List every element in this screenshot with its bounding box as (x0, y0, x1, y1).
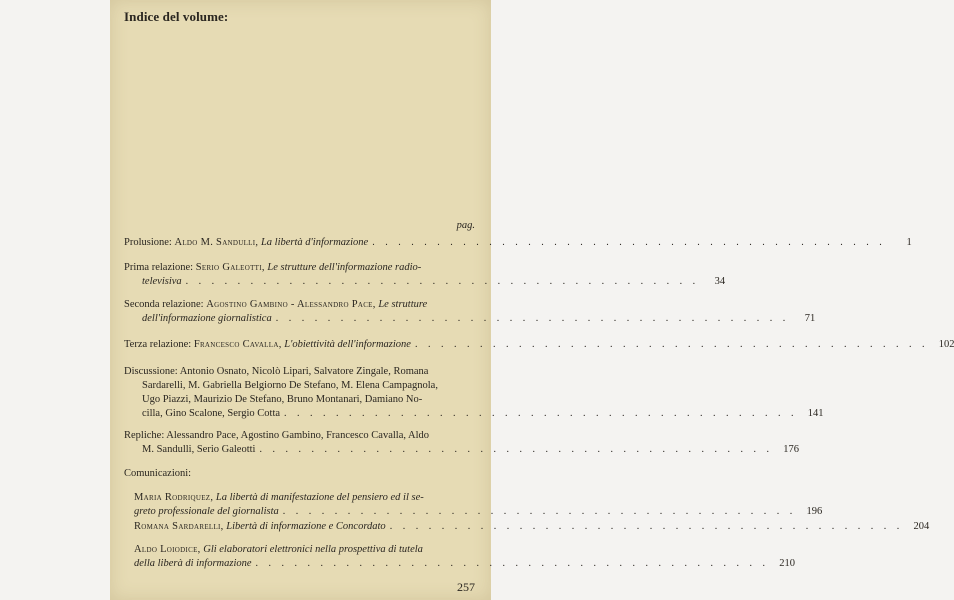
entry-page-number: 141 (807, 408, 824, 419)
entry-author: Aldo Loiodice, (134, 544, 201, 555)
entry-author: Agostino Gambino - Alessandro Pace, (206, 299, 376, 310)
entry-page-number: 204 (913, 521, 930, 532)
entry-text-line: Repliche: Alessandro Pace, Agostino Gambino, Francesco Cavalla, Aldo (124, 430, 430, 441)
page-folio-number: 257 (457, 580, 475, 594)
entry-page-number: 71 (804, 313, 816, 324)
leader-dots: . . . . . . . . . . . . . . . . . . . . . . . . . . . . . . . . . . . . . . . . (389, 521, 904, 532)
leader-dots: . . . . . . . . . . . . . . . . . . . . . . . . . . . . . . . . . . . . . . . . (414, 339, 929, 350)
toc-entry-prolusione[interactable] (124, 236, 912, 250)
entry-author: Serio Galeotti, (195, 262, 265, 273)
entry-text-line: cilla, Gino Scalone, Sergio Cotta (142, 408, 281, 419)
leader-dots: . . . . . . . . . . . . . . . . . . . . . . . . . . . . . . . . . . . . . . . . (372, 237, 886, 248)
page-column-label: pag. (456, 220, 475, 231)
entry-title: La libertà di manifestazione del pensiero ed il se- (215, 492, 424, 503)
leader-dots: . . . . . . . . . . . . . . . . . . . . . . . . . . . . . . . . . . . . . . . . (284, 408, 798, 419)
entry-title-cont: televisiva (142, 276, 182, 287)
entry-title: L'obiettività dell'informazione (284, 339, 411, 350)
leader-dots: . . . . . . . . . . . . . . . . . . . . . . . . . . . . . . . . . . . . . . . . (282, 506, 797, 517)
toc-entry-discussione[interactable] (124, 365, 824, 421)
toc-entry-terza-relazione[interactable] (124, 338, 954, 352)
toc-section-comunicazioni (124, 467, 475, 481)
entry-author: Romana Sardarelli, (134, 521, 224, 532)
entry-title-cont: greto professionale del giornalista (134, 506, 279, 517)
leader-dots: . . . . . . . . . . . . . . . . . . . . . . . . . . . . . . . . . . . . . . . . (185, 276, 700, 287)
toc-entry-comunicazione[interactable] (124, 543, 796, 571)
entry-text-line: Ugo Piazzi, Maurizio De Stefano, Bruno Montanari, Damiano No- (142, 394, 423, 405)
toc-entry-repliche[interactable] (124, 429, 799, 457)
entry-author: Francesco Cavalla, (193, 339, 282, 350)
leader-dots: . . . . . . . . . . . . . . . . . . . . . . . . . . . . . . . . . . . . . . . . (259, 444, 773, 455)
entry-title: Libertà di informazione e Concordato (226, 521, 386, 532)
entry-page-number: 210 (779, 558, 796, 569)
entry-title-cont: dell'informazione giornalistica (142, 313, 272, 324)
entry-label: Terza relazione: (124, 339, 192, 350)
entry-author: Aldo M. Sandulli, (174, 237, 259, 248)
book-page (110, 0, 954, 600)
entry-text-line: Sardarelli, M. Gabriella Belgiorno De Stefano, M. Elena Campagnola, (142, 380, 438, 391)
entry-label: Prolusione: (124, 237, 172, 248)
entry-label: Prima relazione: (124, 262, 194, 273)
entry-page-number: 176 (783, 444, 799, 455)
index-heading: Indice del volume: (124, 9, 229, 24)
entry-title: La libertà d'informazione (260, 237, 369, 248)
section-label: Comunicazioni: (124, 468, 192, 479)
entry-page-number: 34 (714, 276, 726, 287)
leader-dots: . . . . . . . . . . . . . . . . . . . . . . . . . . . . . . . . . . . . . . . . (275, 313, 790, 324)
entry-title-cont: della liberà di informazione (134, 558, 252, 569)
entry-text-line: Discussione: Antonio Osnato, Nicolò Lipari, Salvatore Zingale, Romana (124, 366, 429, 377)
toc-entry-seconda-relazione[interactable] (124, 298, 816, 326)
entry-title: Le strutture dell'informazione radio- (267, 262, 422, 273)
toc-entry-comunicazione[interactable] (124, 520, 930, 534)
toc-entry-comunicazione[interactable] (124, 491, 823, 519)
toc-entry-prima-relazione[interactable] (124, 261, 726, 289)
entry-title: Gli elaboratori elettronici nella prospettiva di tutela (203, 544, 423, 555)
entry-page-number: 1 (906, 237, 912, 248)
leader-dots: . . . . . . . . . . . . . . . . . . . . . . . . . . . . . . . . . . . . . . . . (255, 558, 770, 569)
entry-label: Seconda relazione: (124, 299, 204, 310)
entry-page-number: 102 (938, 339, 954, 350)
entry-title: Le strutture (378, 299, 428, 310)
entry-text-line: M. Sandulli, Serio Galeotti (142, 444, 256, 455)
entry-page-number: 196 (806, 506, 823, 517)
entry-author: Maria Rodriquez, (134, 492, 214, 503)
